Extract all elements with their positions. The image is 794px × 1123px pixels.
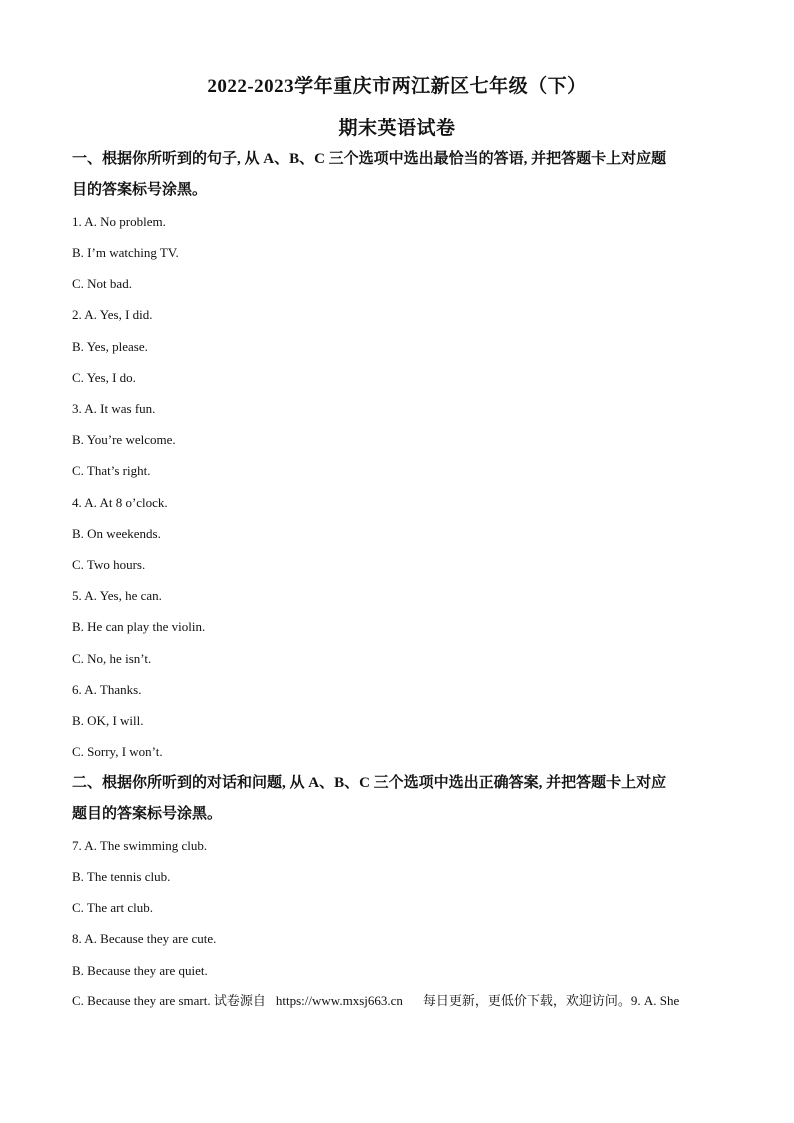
section-1-heading-line-2: 目的答案标号涂黑。 xyxy=(72,182,208,198)
answer-option: B. OK, I will. xyxy=(72,713,144,728)
section-2-heading-line-1: 二、根据你所听到的对话和问题, 从 A、B、C 三个选项中选出正确答案, 并把答题卡上对应 xyxy=(72,775,667,791)
source-url-link[interactable]: https://www.mxsj663.cn xyxy=(275,993,403,1008)
answer-option: 4. A. At 8 o’clock. xyxy=(72,495,168,510)
answer-option: C. No, he isn’t. xyxy=(72,651,152,666)
answer-option: B. You’re welcome. xyxy=(72,432,176,447)
answer-option: C. Not bad. xyxy=(72,276,132,291)
answer-option: C. Because they are smart. xyxy=(72,993,211,1008)
answer-option: B. The tennis club. xyxy=(72,869,171,884)
answer-option: C. Two hours. xyxy=(72,557,146,572)
section-2-heading-line-2: 题目的答案标号涂黑。 xyxy=(72,806,223,822)
answer-option: B. Yes, please. xyxy=(72,339,148,354)
promo-text: 每日更新，更低价下载，欢迎访问。 xyxy=(422,993,631,1008)
exam-subtitle: 期末英语试卷 xyxy=(338,118,456,139)
section-2-heading xyxy=(72,768,732,830)
answer-option: 6. A. Thanks. xyxy=(72,682,142,697)
source-label: 试卷源自 xyxy=(213,993,266,1008)
answer-option: C. Sorry, I won’t. xyxy=(72,744,163,759)
answer-option: 5. A. Yes, he can. xyxy=(72,588,162,603)
answer-option: 8. A. Because they are cute. xyxy=(72,931,217,946)
answer-option: C. That’s right. xyxy=(72,463,151,478)
answer-option: B. On weekends. xyxy=(72,526,161,541)
section-1-heading-line-1: 一、根据你所听到的句子, 从 A、B、C 三个选项中选出最恰当的答语, 并把答题卡上对应题 xyxy=(72,151,667,167)
answer-option: C. The art club. xyxy=(72,900,153,915)
answer-option: 1. A. No problem. xyxy=(72,214,166,229)
answer-option: B. He can play the violin. xyxy=(72,619,206,634)
exam-title: 2022-2023学年重庆市两江新区七年级（下） xyxy=(207,76,587,97)
answer-option: C. Yes, I do. xyxy=(72,370,136,385)
next-question-continuation: 9. A. She xyxy=(630,993,680,1008)
answer-option: B. I’m watching TV. xyxy=(72,245,179,260)
answer-option: B. Because they are quiet. xyxy=(72,963,208,978)
section-1-heading xyxy=(72,144,732,206)
answer-option: 2. A. Yes, I did. xyxy=(72,307,153,322)
answer-option: 7. A. The swimming club. xyxy=(72,838,208,853)
answer-option: 3. A. It was fun. xyxy=(72,401,156,416)
final-option-line xyxy=(72,993,724,1009)
